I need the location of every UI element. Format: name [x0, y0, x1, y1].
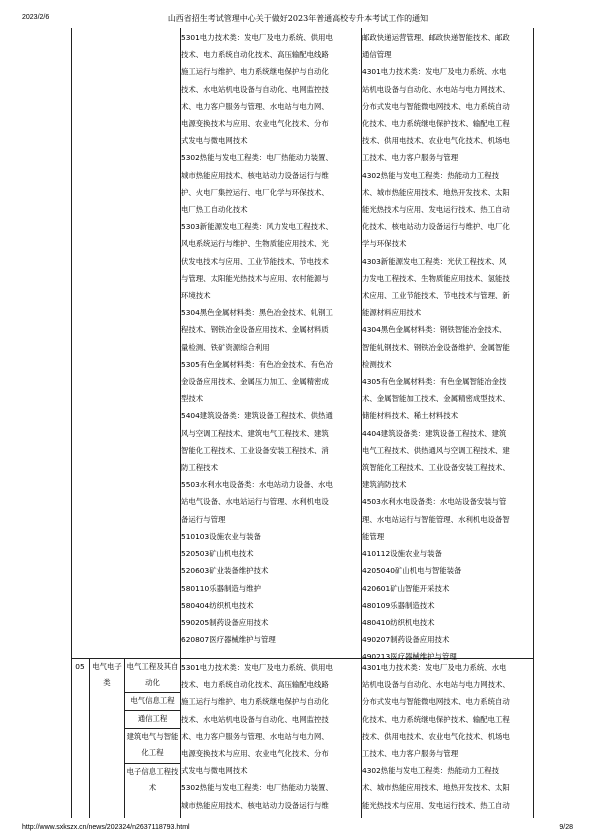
subject-item: 建筑电气与智能化工程 [126, 732, 179, 757]
major-line: 工技术、电力客户服务与管理 [362, 153, 459, 163]
major-line: 施工运行与维护、电力系统继电保护与自动化 [181, 67, 329, 77]
major-line: 电源变换技术与应用、农业电气化技术、分布 [181, 119, 329, 129]
major-line: 4305有色金属材料类：有色金属智能冶金技 [362, 377, 507, 387]
major-line: 5503水利水电设备类：水电站动力设备、水电 [181, 480, 333, 490]
major-line: 480109乐器制造技术 [362, 600, 435, 610]
row-number: 05 [75, 662, 85, 671]
major-line: 5303新能源发电工程类：风力发电工程技术、 [181, 222, 333, 232]
major-line: 5302热能与发电工程类：电厂热能动力装置、 [181, 153, 333, 163]
major-line: 电厂热工自动化技术 [181, 205, 248, 215]
major-line: 技术、供用电技术、农业电气化技术、机场电 [362, 731, 510, 741]
major-line: 490213医疗器械维护与管理 [362, 652, 457, 662]
major-line: 4304黑色金属材料类：钢铁智能冶金技术、 [362, 325, 507, 335]
major-line: 智能化工程技术、工业设备安装工程技术、消 [181, 445, 329, 455]
major-line: 5302热能与发电工程类：电厂热能动力装置、 [181, 783, 333, 793]
major-line: 环境技术 [181, 291, 211, 301]
table-border-left [71, 28, 72, 818]
major-line: 技术、电力系统自动化技术、高压输配电线路 [181, 680, 329, 690]
major-line: 580404纺织机电技术 [181, 600, 254, 610]
major-line: 备运行与管理 [181, 514, 226, 524]
major-line: 4302热能与发电工程类：热能动力工程技 [362, 170, 500, 180]
major-line: 能管理 [362, 531, 385, 541]
major-line: 程技术、钢铁冶金设备应用技术、金属材料质 [181, 325, 329, 335]
major-line: 590205制药设备应用技术 [181, 617, 269, 627]
subject-item: 电气信息工程 [130, 696, 175, 705]
major-line: 术、电力客户服务与管理、水电站与电力网、 [181, 101, 329, 111]
major-line: 490207制药设备应用技术 [362, 635, 450, 645]
major-line: 护、火电厂集控运行、电厂化学与环保技术、 [181, 187, 329, 197]
major-line: 城市热能应用技术、核电站动力设备运行与维 [181, 800, 329, 810]
page-footer [0, 820, 596, 840]
major-line: 式发电与微电网技术 [181, 766, 248, 776]
major-line: 5301电力技术类：发电厂及电力系统、供用电 [181, 663, 333, 672]
major-line: 量检测、铁矿资源综合利用 [181, 342, 270, 352]
major-line: 储能材料技术、稀土材料技术 [362, 411, 459, 421]
major-line: 电气工程技术、供热通风与空调工程技术、建 [362, 445, 510, 455]
major-line: 型技术 [181, 394, 204, 404]
major-line: 4503水利水电设备类：水电站设备安装与管 [362, 497, 507, 507]
page-url: http://www.sxkszx.cn/news/202324/n2637118793.html [22, 824, 190, 831]
major-line: 术、城市热能应用技术、地热开发技术、太阳 [362, 783, 510, 793]
major-line: 520503矿山机电技术 [181, 549, 254, 559]
major-line: 施工运行与维护、电力系统继电保护与自动化 [181, 697, 329, 707]
major-line: 通信管理 [362, 50, 392, 60]
major-line: 420601矿山智能开采技术 [362, 583, 450, 593]
major-line: 邮政快递运营管理、邮政快递智能技术、邮政 [362, 33, 510, 42]
upper-left-majors [181, 29, 361, 648]
major-line: 检测技术 [362, 359, 392, 369]
major-line: 5304黑色金属材料类：黑色冶金技术、轧钢工 [181, 308, 333, 318]
major-line: 4301电力技术类：发电厂及电力系统、水电 [362, 663, 507, 672]
major-line: 站电气设备、水电站运行与管理、水利机电设 [181, 497, 329, 507]
major-line: 分布式发电与智能微电网技术、电力系统自动 [362, 101, 510, 111]
major-line: 金设备应用技术、金属压力加工、金属精密成 [181, 377, 329, 387]
majors-table [71, 28, 534, 818]
major-line: 5404建筑设备类：建筑设备工程技术、供热通 [181, 411, 333, 421]
major-line: 化技术、电力系统继电保护技术、输配电工程 [362, 714, 510, 724]
major-line: 术、电力客户服务与管理、水电站与电力网、 [181, 731, 329, 741]
major-line: 能光热技术与应用、发电运行技术、热工自动 [362, 800, 510, 810]
major-line: 4205040矿山机电与智能装备 [362, 566, 462, 576]
row-category: 电气电子类 [92, 662, 122, 687]
major-line: 风与空调工程技术、建筑电气工程技术、建筑 [181, 428, 329, 438]
row05-left-majors [181, 659, 361, 814]
major-line: 术应用、工业节能技术、节电技术与管理、新 [362, 291, 510, 301]
major-line: 能光热技术与应用、发电运行技术、热工自动 [362, 205, 510, 215]
major-line: 站机电设备与自动化、水电站与电力网技术、 [362, 680, 510, 690]
major-line: 510103设施农业与装备 [181, 531, 261, 541]
major-line: 480410纺织机电技术 [362, 617, 435, 627]
major-line: 410112设施农业与装备 [362, 549, 442, 559]
subject-item: 通信工程 [137, 714, 168, 723]
major-line: 学与环保技术 [362, 239, 407, 249]
major-line: 建筑消防技术 [362, 480, 407, 490]
major-line: 防工程技术 [181, 463, 218, 473]
major-line: 化技术、电力系统继电保护技术、输配电工程 [362, 119, 510, 129]
major-line: 技术、水电站机电设备与自动化、电网监控技 [181, 84, 329, 94]
subject-item: 电子信息工程技术 [126, 767, 179, 792]
major-line: 580110乐器制造与维护 [181, 583, 261, 593]
major-line: 技术、电力系统自动化技术、高压输配电线路 [181, 50, 329, 60]
major-line: 式发电与微电网技术 [181, 136, 248, 146]
print-date: 2023/2/6 [22, 14, 50, 21]
page-number: 9/28 [559, 824, 573, 831]
major-line: 术、金属智能加工技术、金属精密成型技术、 [362, 394, 510, 404]
major-line: 站机电设备与自动化、水电站与电力网技术、 [362, 84, 510, 94]
major-line: 分布式发电与智能微电网技术、电力系统自动 [362, 697, 510, 707]
major-line: 理、水电站运行与智能管理、水利机电设备智 [362, 514, 510, 524]
major-line: 智能轧钢技术、钢铁冶金设备维护、金属智能 [362, 342, 510, 352]
major-line: 能源材料应用技术 [362, 308, 422, 318]
major-line: 工技术、电力客户服务与管理 [362, 749, 459, 759]
major-line: 4404建筑设备类：建筑设备工程技术、建筑 [362, 428, 507, 438]
major-line: 术、城市热能应用技术、地热开发技术、太阳 [362, 187, 510, 197]
major-line: 620807医疗器械维护与管理 [181, 635, 276, 645]
major-line: 4301电力技术类：发电厂及电力系统、水电 [362, 67, 507, 77]
major-line: 筑智能化工程技术、工业设备安装工程技术、 [362, 463, 510, 473]
major-line: 城市热能应用技术、核电站动力设备运行与维 [181, 170, 329, 180]
major-line: 5305有色金属材料类：有色冶金技术、有色冶 [181, 359, 333, 369]
upper-right-majors [362, 29, 534, 666]
major-line: 520603矿业装备维护技术 [181, 566, 269, 576]
major-line: 4303新能源发电工程类：光伏工程技术、风 [362, 256, 507, 266]
major-line: 力发电工程技术、生物质能应用技术、氢能技 [362, 273, 510, 283]
major-line: 化技术、核电站动力设备运行与维护、电厂化 [362, 222, 510, 232]
major-line: 5301电力技术类：发电厂及电力系统、供用电 [181, 33, 333, 42]
subject-item: 电气工程及其自动化 [126, 662, 179, 687]
major-line: 风电系统运行与维护、生物质能应用技术、光 [181, 239, 329, 249]
page-header [0, 0, 596, 26]
major-line: 伏发电技术与应用、工业节能技术、节电技术 [181, 256, 329, 266]
page-title: 山西省招生考试管理中心关于做好2023年普通高校专升本考试工作的通知 [167, 14, 429, 23]
row05-right-majors [362, 659, 534, 814]
major-line: 4302热能与发电工程类：热能动力工程技 [362, 766, 500, 776]
major-line: 与管理、太阳能光热技术与应用、农村能源与 [181, 273, 329, 283]
major-line: 技术、供用电技术、农业电气化技术、机场电 [362, 136, 510, 146]
major-line: 技术、水电站机电设备与自动化、电网监控技 [181, 714, 329, 724]
major-line: 电源变换技术与应用、农业电气化技术、分布 [181, 749, 329, 759]
